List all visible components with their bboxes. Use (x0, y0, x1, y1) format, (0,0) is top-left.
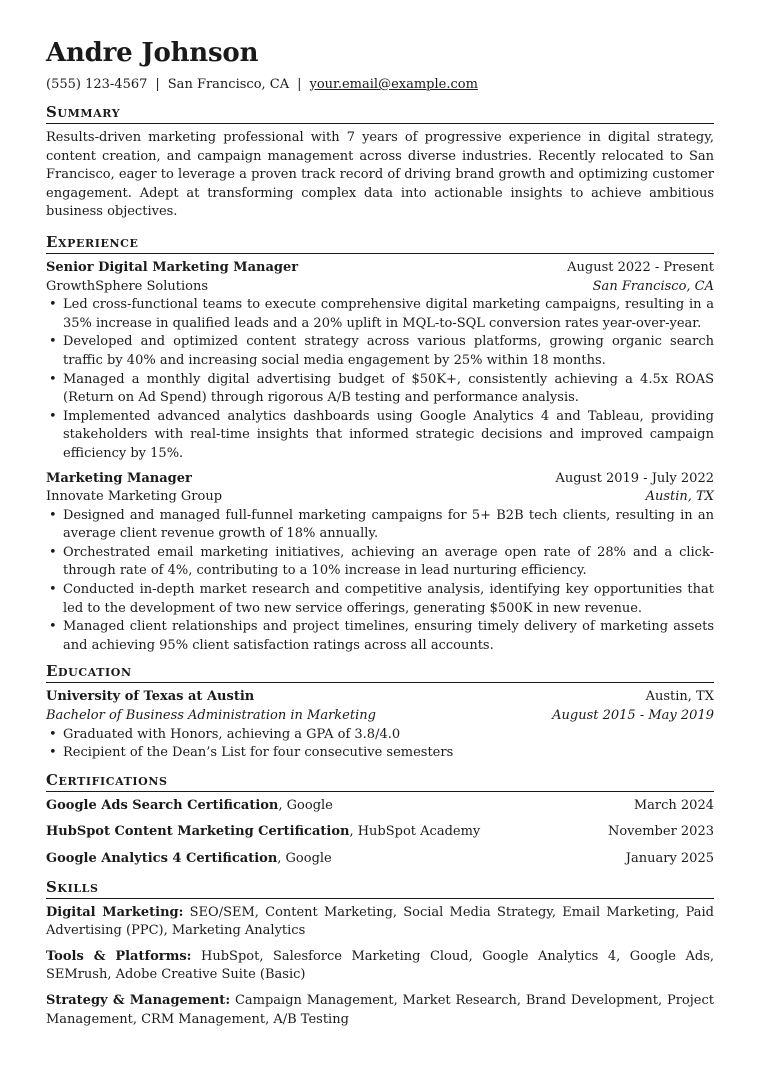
separator: | (297, 77, 302, 92)
job-dates: August 2019 - July 2022 (555, 470, 714, 486)
job-location: Austin, TX (645, 489, 714, 505)
skill-value: HubSpot, Salesforce Marketing Cloud, Google Analytics 4, Google Ads, SEMrush, Adobe Creative Suite (Basic) (46, 948, 714, 983)
job-title: Senior Digital Marketing Manager (46, 259, 299, 275)
phone-number: (555) 123-4567 (46, 77, 148, 92)
skill-line (46, 992, 714, 1029)
school-name: University of Texas at Austin (46, 689, 255, 705)
bullet-item: • Conducted in-depth market research and competitive analysis, identifying key opportunities that led to the development of two new service offerings, generating $500K in new revenue. (46, 581, 714, 618)
bullet-item: • Implemented advanced analytics dashboards using Google Analytics 4 and Tableau, providing stakeholders with real-time insights that informed strategic decisions and improved campaign efficiency by 15%. (46, 408, 714, 464)
education-entry (46, 688, 714, 762)
candidate-name: Andre Johnson (46, 38, 259, 68)
certification-issuer: , Google (277, 851, 332, 866)
certification-issuer: , HubSpot Academy (349, 824, 481, 840)
education-bullets (46, 726, 714, 763)
bullet-item: • Graduated with Honors, achieving a GPA of 3.8/4.0 (46, 726, 714, 745)
education-dates: August 2015 - May 2019 (552, 708, 714, 724)
skill-label: Strategy & Management: (46, 992, 231, 1008)
skill-value: SEO/SEM, Content Marketing, Social Media Strategy, Email Marketing, Paid Advertising (PPC), Marketing Analytics (46, 904, 714, 939)
job-title: Marketing Manager (46, 470, 192, 486)
email-link[interactable]: your.email@example.com (309, 77, 478, 92)
certification-name: Google Ads Search Certification (46, 797, 279, 813)
bullet-item: • Developed and optimized content strategy across various platforms, growing organic search traffic by 40% and increasing social media engagement by 25% within 18 months. (46, 333, 714, 370)
certification-date: January 2025 (625, 851, 714, 866)
school-location: Austin, TX (645, 689, 714, 705)
degree: Bachelor of Business Administration in Marketing (46, 708, 376, 724)
separator: | (155, 77, 160, 92)
bullet-item: • Led cross-functional teams to execute comprehensive digital marketing campaigns, resulting in a 35% increase in qualified leads and a 20% uplift in MQL-to-SQL conversion rates year-over-year. (46, 296, 714, 333)
section-title-skills: Skills (46, 877, 714, 899)
bullet-item: • Designed and managed full-funnel marketing campaigns for 5+ B2B tech clients, resulting in an average client revenue growth of 18% annually. (46, 507, 714, 544)
summary-text: Results-driven marketing professional with 7 years of progressive experience in digital strategy, content creation, and campaign management across diverse industries. Recently relocated to San Francisco, eager to leverage a proven track record of driving brand growth and optimizing customer engagement. Adept at transforming complex data into actionable insights to achieve ambitious business objectives. (46, 130, 714, 220)
section-title-experience: Experience (46, 232, 714, 254)
skill-line (46, 904, 714, 941)
job-entry (46, 470, 714, 656)
section-title-certifications: Certifications (46, 770, 714, 792)
bullet-item: • Recipient of the Dean’s List for four consecutive semesters (46, 744, 714, 763)
job-company: Innovate Marketing Group (46, 489, 223, 505)
certification-row (46, 850, 714, 869)
certification-date: November 2023 (607, 824, 714, 840)
bullet-item: • Managed a monthly digital advertising budget of $50K+, consistently achieving a 4.5x ROAS (Return on Ad Spend) through rigorous A/B testing and performance analysis. (46, 371, 714, 408)
certification-name: HubSpot Content Marketing Certification (46, 824, 350, 840)
job-dates: August 2022 - Present (567, 259, 714, 275)
skill-line (46, 948, 714, 985)
job-bullets (46, 507, 714, 656)
certification-date: March 2024 (633, 797, 714, 813)
skill-label: Digital Marketing: (46, 904, 184, 920)
skill-label: Tools & Platforms: (46, 948, 192, 964)
resume-page (46, 36, 714, 1036)
location: San Francisco, CA (167, 77, 290, 92)
certification-row (46, 823, 714, 842)
contact-line (46, 76, 714, 94)
job-bullets (46, 296, 714, 463)
bullet-item: • Orchestrated email marketing initiatives, achieving an average open rate of 28% and a click-through rate of 4%, contributing to a 10% increase in lead nurturing efficiency. (46, 544, 714, 581)
section-title-summary: Summary (46, 102, 714, 124)
skill-value: Campaign Management, Market Research, Brand Development, Project Management, CRM Management, A/B Testing (46, 992, 714, 1027)
job-company: GrowthSphere Solutions (46, 278, 208, 294)
certification-issuer: , Google (278, 797, 333, 813)
job-location: San Francisco, CA (592, 278, 714, 294)
certification-row (46, 797, 714, 816)
job-entry (46, 259, 714, 464)
certification-name: Google Analytics 4 Certification (46, 851, 278, 866)
section-title-education: Education (46, 661, 714, 683)
bullet-item: • Managed client relationships and project timelines, ensuring timely delivery of marketing assets and achieving 95% client satisfaction ratings across all accounts. (46, 618, 714, 655)
